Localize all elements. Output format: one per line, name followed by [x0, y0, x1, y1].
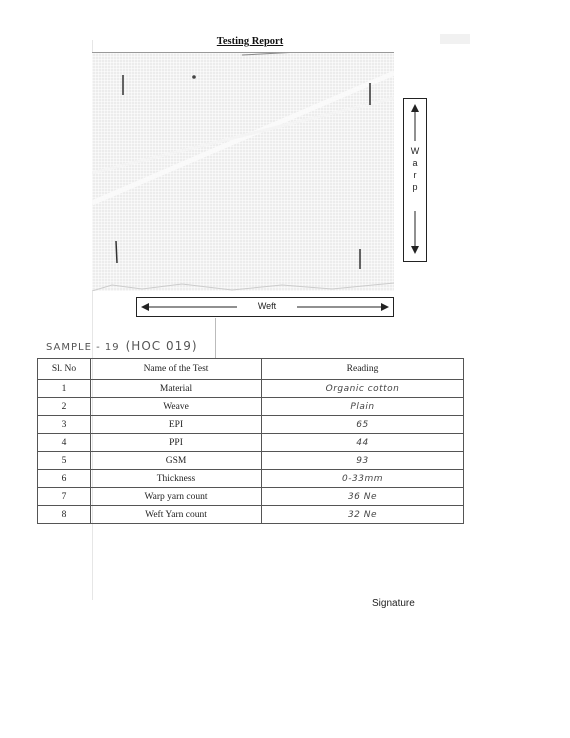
fabric-fold-line: [242, 53, 394, 55]
cell-test-name: EPI: [91, 416, 262, 434]
cell-reading: 0-33mm: [262, 470, 464, 488]
arrow-up-icon: [411, 104, 419, 112]
table-row: [38, 398, 464, 416]
table-row: [38, 470, 464, 488]
cell-reading: 65: [262, 416, 464, 434]
cell-test-name: Weave: [91, 398, 262, 416]
staple-pin: [116, 241, 117, 263]
warp-direction-indicator: [403, 98, 427, 262]
warp-letter: p: [412, 182, 418, 192]
cell-test-name: GSM: [91, 452, 262, 470]
table-row: [38, 434, 464, 452]
signature-label: Signature: [372, 598, 415, 609]
scan-artifact: [215, 318, 216, 358]
table-header-row: [38, 359, 464, 380]
warp-letter: r: [413, 170, 417, 180]
cell-sl-no: 6: [38, 470, 91, 488]
sample-number: SAMPLE - 19: [46, 342, 120, 353]
cell-sl-no: 8: [38, 506, 91, 524]
sample-annotation: [46, 339, 198, 353]
table-row: [38, 380, 464, 398]
cell-sl-no: 1: [38, 380, 91, 398]
fabric-crease: [92, 98, 394, 173]
table-row: [38, 416, 464, 434]
fabric-swatch: [92, 52, 394, 291]
warp-letter: W: [410, 146, 420, 156]
header-sl-no: Sl. No: [38, 359, 91, 380]
arrow-left-icon: [141, 303, 149, 311]
header-test-name: Name of the Test: [91, 359, 262, 380]
cell-sl-no: 5: [38, 452, 91, 470]
table-row: [38, 488, 464, 506]
fabric-frayed-edge: [92, 283, 394, 291]
cell-reading: Organic cotton: [262, 380, 464, 398]
warp-label: [404, 145, 426, 193]
cell-test-name: Warp yarn count: [91, 488, 262, 506]
cell-reading: 93: [262, 452, 464, 470]
cell-test-name: Weft Yarn count: [91, 506, 262, 524]
sample-code: (HOC 019): [125, 339, 198, 353]
cell-reading: 32 Ne: [262, 506, 464, 524]
table-row: [38, 506, 464, 524]
weft-direction-indicator: [136, 297, 394, 317]
test-results-table: [37, 358, 464, 524]
cell-sl-no: 7: [38, 488, 91, 506]
cell-test-name: Thickness: [91, 470, 262, 488]
arrow-down-icon: [411, 246, 419, 254]
arrow-right-icon: [381, 303, 389, 311]
cell-reading: 44: [262, 434, 464, 452]
weft-label: Weft: [257, 301, 277, 311]
cell-sl-no: 2: [38, 398, 91, 416]
cell-test-name: Material: [91, 380, 262, 398]
cell-sl-no: 3: [38, 416, 91, 434]
warp-letter: a: [412, 158, 418, 168]
fabric-swatch-marks: [92, 53, 394, 291]
page-title: Testing Report: [216, 36, 284, 47]
cell-reading: 36 Ne: [262, 488, 464, 506]
fabric-speck: [192, 75, 196, 79]
cell-sl-no: 4: [38, 434, 91, 452]
cell-test-name: PPI: [91, 434, 262, 452]
header-reading: Reading: [262, 359, 464, 380]
cell-reading: Plain: [262, 398, 464, 416]
table-row: [38, 452, 464, 470]
scan-artifact: [440, 34, 470, 44]
fabric-crease: [92, 73, 394, 203]
